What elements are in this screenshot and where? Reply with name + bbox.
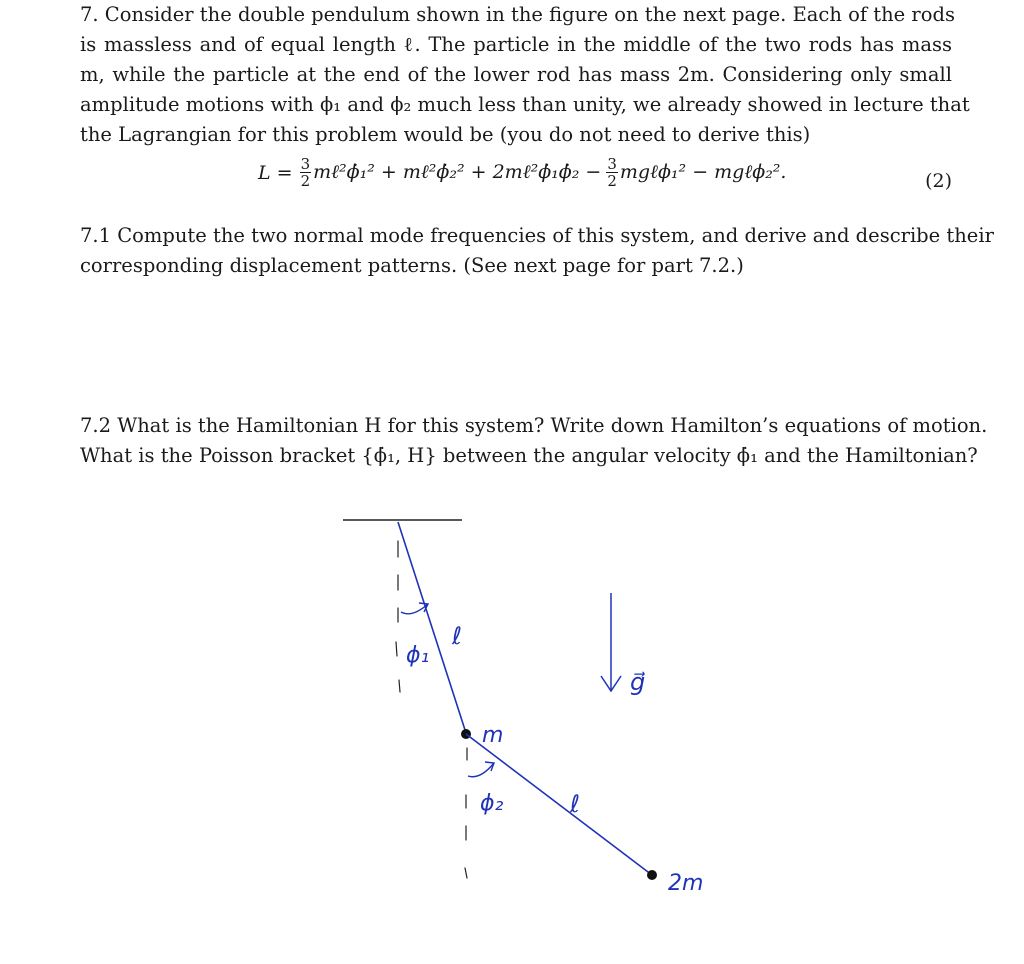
phi2-angle-arrow: [468, 763, 494, 777]
part-7-1-line: corresponding displacement patterns. (See next page for part 7.2.): [80, 254, 744, 277]
equation-fraction-2: $\frac{3}{2}$: [607, 155, 617, 190]
length-label-upper: ℓ: [452, 622, 462, 650]
equation-lhs: L =: [258, 161, 293, 184]
problem-line: the Lagrangian for this problem would be (you do not need to derive this): [80, 123, 811, 146]
problem-line: 7. Consider the double pendulum shown in the figure on the next page. Each of the rods: [80, 3, 955, 26]
equation-fraction-1: $\frac{3}{2}$: [300, 155, 311, 190]
gravity-label-g: g⃗: [630, 668, 646, 696]
angle-label-phi2: ϕ₂: [480, 791, 504, 816]
problem-line: amplitude motions with ϕ₁ and ϕ₂ much less than unity, we already showed in lecture that: [80, 93, 970, 116]
equation-term-kinetic: mℓ²ϕ̇₁² + mℓ²ϕ̇₂² + 2mℓ²ϕ̇₁ϕ̇₂ −: [313, 161, 602, 183]
length-label-lower: ℓ: [570, 790, 580, 818]
vertical-reference-1: [396, 541, 400, 692]
mass-label-2m: 2m: [668, 871, 704, 896]
problem-line: m, while the particle at the end of the lower rod has mass 2m. Considering only small: [80, 63, 952, 86]
angle-label-phi1: ϕ₁: [406, 643, 430, 668]
phi1-angle-arrow: [401, 604, 428, 614]
mass-label-m: m: [482, 723, 504, 748]
equation-number: (2): [925, 170, 952, 192]
part-7-2-line: What is the Poisson bracket {ϕ̇₁, H} between the angular velocity ϕ̇₁ and the Hamiltonian?: [80, 444, 978, 467]
part-7-2-line: 7.2 What is the Hamiltonian H for this system? Write down Hamilton’s equations of motion.: [80, 414, 988, 437]
part-7-1-line: 7.1 Compute the two normal mode frequencies of this system, and derive and describe their: [80, 224, 994, 247]
mass-2m-particle: [647, 870, 657, 880]
problem-line: is massless and of equal length ℓ. The particle in the middle of the two rods has mass: [80, 33, 952, 56]
equation-term-potential: mgℓϕ₁² − mgℓϕ₂².: [619, 161, 787, 183]
vertical-reference-2: [465, 748, 467, 878]
